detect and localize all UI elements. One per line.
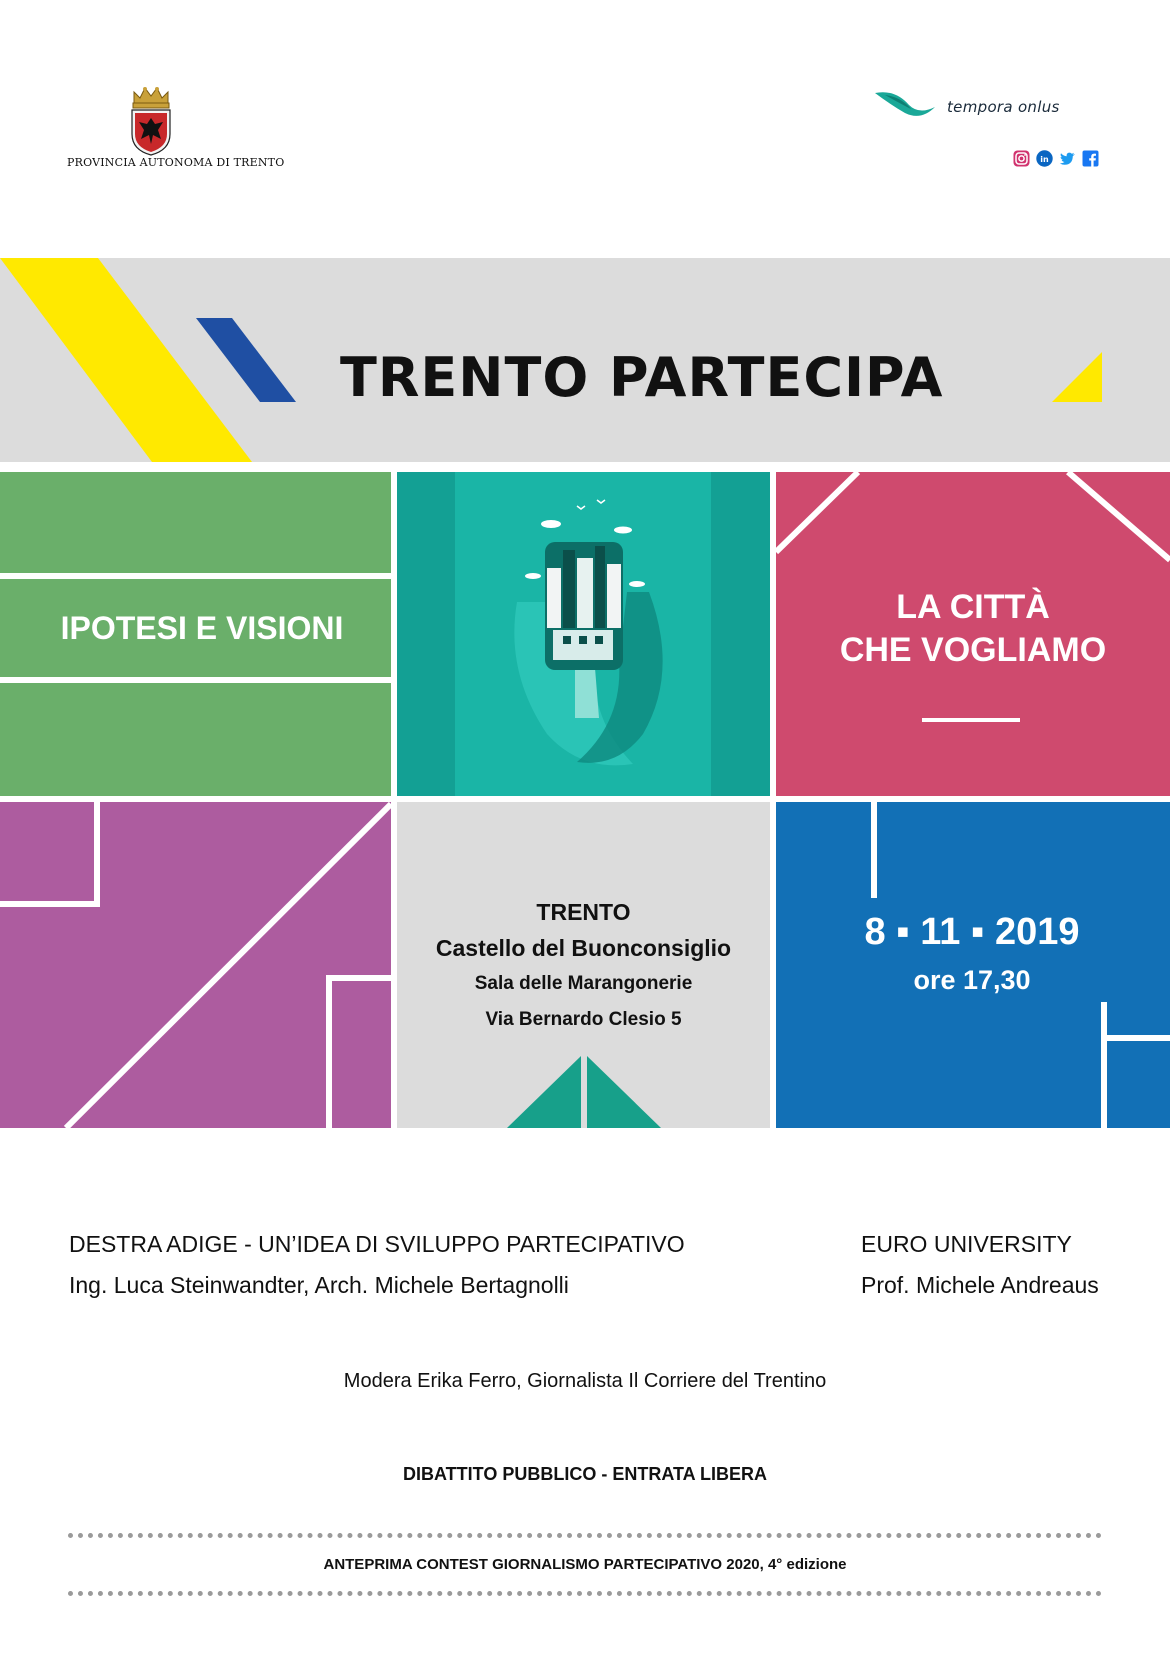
moderator-line: Modera Erika Ferro, Giornalista Il Corriere del Trentino xyxy=(343,1370,827,1392)
tile-venue xyxy=(397,802,770,1128)
instagram-icon[interactable] xyxy=(1013,150,1030,167)
tile-ipotesi-visioni xyxy=(0,472,391,796)
tile-citta-che-vogliamo xyxy=(776,472,1170,796)
city-hand-illustration xyxy=(397,472,770,796)
venue-room: Sala delle Marangonerie xyxy=(474,973,693,994)
left-teal-triangle xyxy=(507,1056,581,1128)
yellow-corner-triangle xyxy=(1052,352,1102,402)
provincia-name: PROVINCIA AUTONOMA DI TRENTO xyxy=(67,156,285,169)
venue-address: Via Bernardo Clesio 5 xyxy=(485,1009,682,1030)
ipotesi-visioni-label: IPOTESI E VISIONI xyxy=(60,610,344,646)
contest-note: ANTEPRIMA CONTEST GIORNALISMO PARTECIPATIVO 2020, 4° edizione xyxy=(323,1556,847,1573)
blue-stripe xyxy=(196,318,296,402)
provincia-crest-logo xyxy=(128,84,174,156)
citta-label-line1: LA CITTÀ xyxy=(896,588,1050,626)
event-time: ore 17,30 xyxy=(913,965,1031,995)
event-title: TRENTO PARTECIPA xyxy=(340,346,944,409)
left-speaker-names: Ing. Luca Steinwandter, Arch. Michele Bertagnolli xyxy=(69,1272,569,1298)
right-speaker-names: Prof. Michele Andreaus xyxy=(861,1272,1099,1298)
tile-purple-geometric xyxy=(0,802,391,1128)
venue-city: TRENTO xyxy=(536,899,631,925)
venue-triangles xyxy=(397,802,770,1128)
date-time-block xyxy=(776,910,1168,1002)
debate-notice: DIBATTITO PUBBLICO - ENTRATA LIBERA xyxy=(403,1464,767,1484)
left-speaker-title: DESTRA ADIGE - UN’IDEA DI SVILUPPO PARTECIPATIVO xyxy=(69,1231,685,1257)
social-links xyxy=(1013,150,1099,167)
facebook-icon[interactable] xyxy=(1082,150,1099,167)
tempora-onlus-name: tempora onlus xyxy=(947,98,1060,116)
yellow-stripe xyxy=(0,258,252,462)
citta-che-vogliamo-label xyxy=(776,586,1170,671)
right-speaker-title: EURO UNIVERSITY xyxy=(861,1231,1072,1257)
right-teal-triangle xyxy=(587,1056,661,1128)
tile-date xyxy=(776,802,1170,1128)
linkedin-icon[interactable] xyxy=(1036,150,1053,167)
event-date: 8 ▪ 11 ▪ 2019 xyxy=(864,911,1080,953)
citta-label-line2: CHE VOGLIAMO xyxy=(839,630,1107,669)
tempora-bird-logo xyxy=(875,87,937,121)
svg-text:in: in xyxy=(1040,155,1049,164)
tile-city-illustration xyxy=(397,472,770,796)
dotted-divider-bottom xyxy=(68,1591,1102,1596)
dotted-divider-top xyxy=(68,1533,1102,1538)
purple-frame-lines xyxy=(0,802,391,1128)
venue-place: Castello del Buonconsiglio xyxy=(435,935,732,961)
twitter-icon[interactable] xyxy=(1059,150,1076,167)
title-banner xyxy=(0,258,1170,462)
